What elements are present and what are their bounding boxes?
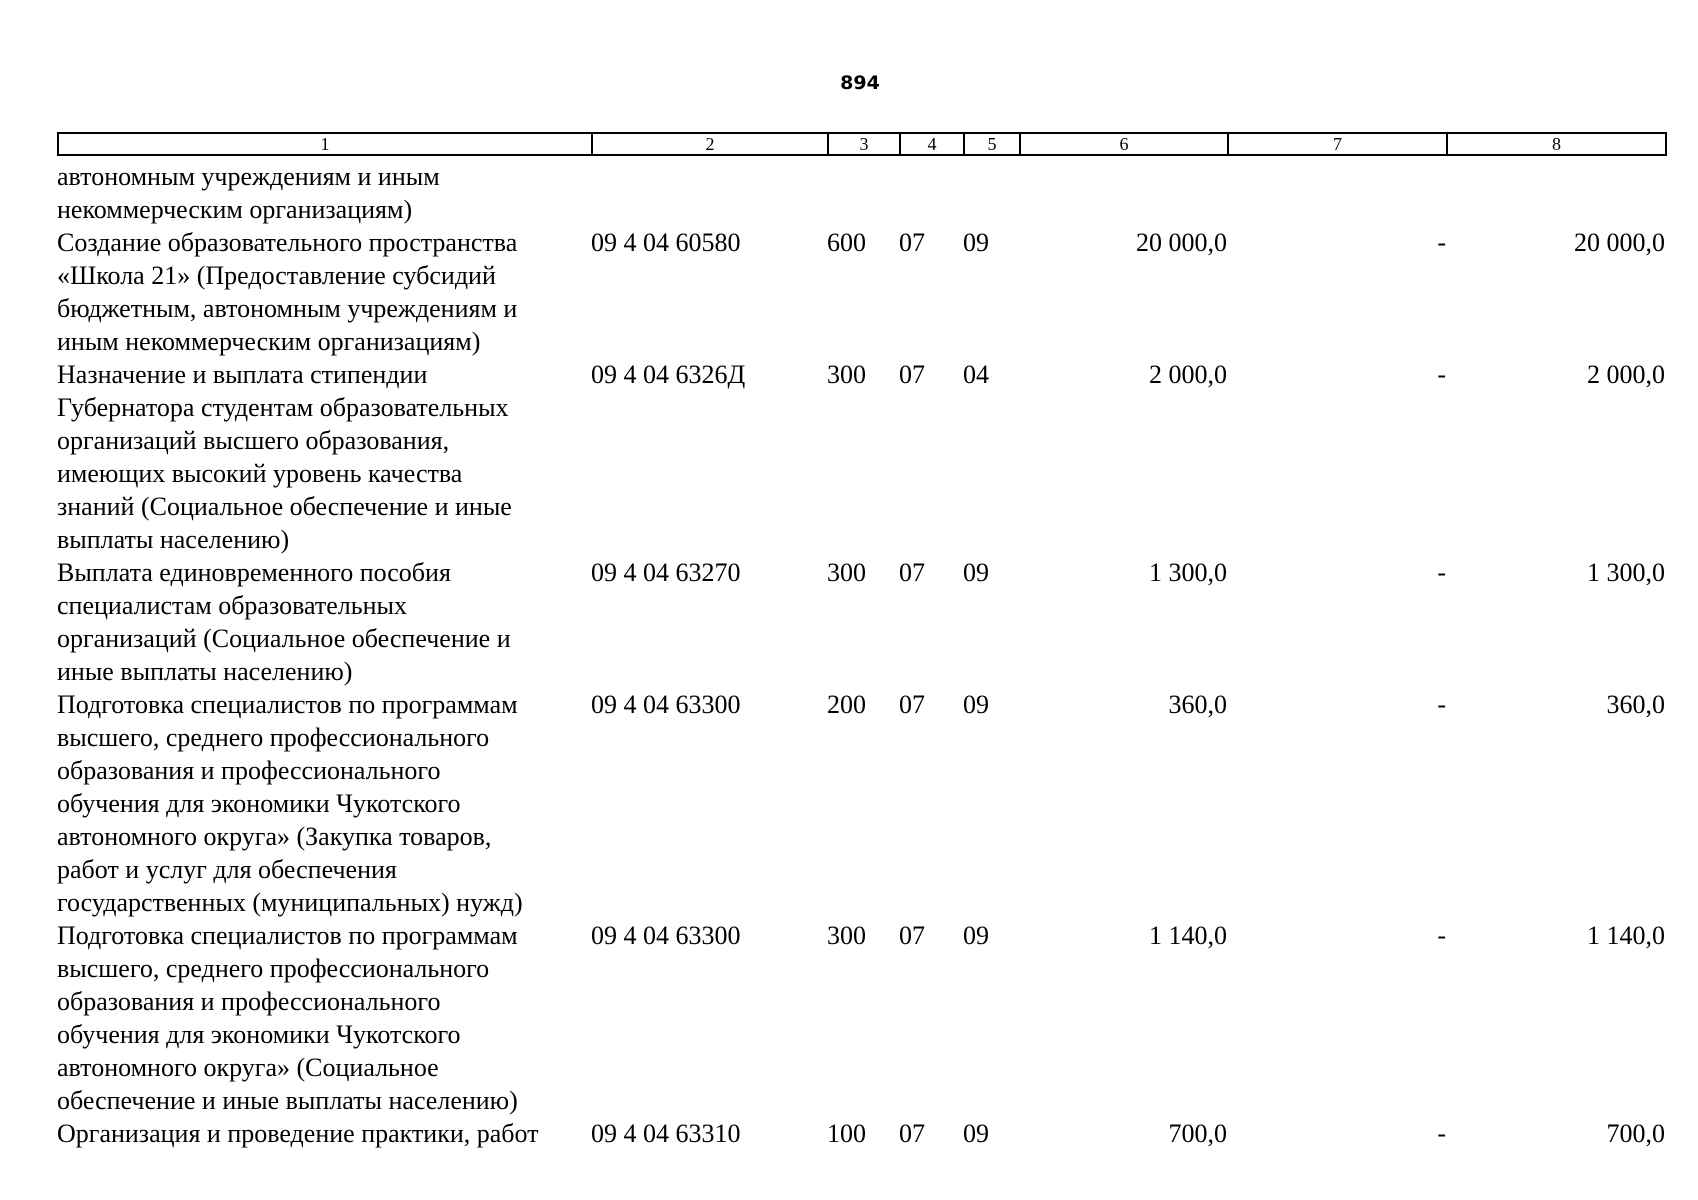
- column-header-5: 5: [964, 133, 1020, 155]
- column-header-6: 6: [1020, 133, 1228, 155]
- row-col3: 600: [827, 228, 866, 257]
- row-col7: -: [1437, 360, 1446, 389]
- column-header-7: 7: [1228, 133, 1447, 155]
- row-col4: 07: [899, 1119, 925, 1148]
- row-col3: 300: [827, 921, 866, 950]
- row-col8: 1 140,0: [1587, 921, 1665, 950]
- row-col5: 04: [963, 360, 989, 389]
- row-description: Создание образовательного пространства «Школа 21» (Предоставление субсидий бюджетным, автономным учреждениям и иным некоммерческим организациям): [57, 228, 518, 356]
- table-row: [57, 556, 1667, 688]
- row-col8: 2 000,0: [1587, 360, 1665, 389]
- row-col6: 1 140,0: [1149, 921, 1227, 950]
- row-col5: 09: [963, 690, 989, 719]
- row-col5: 09: [963, 228, 989, 257]
- table-body: [57, 160, 1667, 1150]
- row-col6: 700,0: [1168, 1119, 1227, 1148]
- table-row: [57, 226, 1667, 358]
- row-col7: [1227, 160, 1446, 226]
- row-col5: [963, 160, 1019, 226]
- row-col3: 300: [827, 558, 866, 587]
- row-col4: 07: [899, 360, 925, 389]
- row-col4: 07: [899, 228, 925, 257]
- row-col7: -: [1437, 228, 1446, 257]
- row-code: 09 4 04 63270: [591, 558, 741, 587]
- row-col8: 20 000,0: [1574, 228, 1665, 257]
- row-code: 09 4 04 63310: [591, 1119, 741, 1148]
- column-header-2: 2: [592, 133, 828, 155]
- row-col6: 20 000,0: [1136, 228, 1227, 257]
- page-number: 894: [840, 72, 880, 94]
- column-header-4: 4: [900, 133, 964, 155]
- row-description: Назначение и выплата стипендии Губернатора студентам образовательных организаций высшего образования, имеющих высокий уровень качества знаний (Социальное обеспечение и иные выплаты населению): [57, 360, 512, 554]
- row-col8: 1 300,0: [1587, 558, 1665, 587]
- row-col4: [899, 160, 963, 226]
- row-code: 09 4 04 60580: [591, 228, 741, 257]
- row-col3: 200: [827, 690, 866, 719]
- row-col4: 07: [899, 921, 925, 950]
- table-row: [57, 688, 1667, 919]
- row-code: 09 4 04 63300: [591, 921, 741, 950]
- table-row: [57, 919, 1667, 1117]
- column-header-1: 1: [58, 133, 592, 155]
- row-code: [591, 160, 827, 226]
- row-col8: [1446, 160, 1665, 226]
- column-header-3: 3: [828, 133, 900, 155]
- row-col4: 07: [899, 558, 925, 587]
- column-header-table: [57, 132, 1667, 156]
- column-header-row: [58, 133, 1666, 155]
- row-description: Организация и проведение практики, работ: [57, 1119, 539, 1148]
- row-col8: 700,0: [1606, 1119, 1665, 1148]
- row-description: Подготовка специалистов по программам высшего, среднего профессионального образования и профессионального обучения для экономики Чукотского автономного округа» (Закупка товаров, работ и услуг для обеспечения государственных (муниципальных) нужд): [57, 690, 523, 917]
- row-col3: 300: [827, 360, 866, 389]
- table-row: [57, 1117, 1667, 1150]
- row-col3: 100: [827, 1119, 866, 1148]
- row-col5: 09: [963, 921, 989, 950]
- row-col5: 09: [963, 1119, 989, 1148]
- table-row: [57, 358, 1667, 556]
- row-col6: 360,0: [1168, 690, 1227, 719]
- row-col7: -: [1437, 690, 1446, 719]
- row-code: 09 4 04 6326Д: [591, 360, 746, 389]
- row-description: автономным учреждениям и иным некоммерческим организациям): [57, 162, 440, 224]
- row-description: Выплата единовременного пособия специалистам образовательных организаций (Социальное обеспечение и иные выплаты населению): [57, 558, 511, 686]
- row-col5: 09: [963, 558, 989, 587]
- row-col3: [827, 160, 899, 226]
- row-description: Подготовка специалистов по программам высшего, среднего профессионального образования и профессионального обучения для экономики Чукотского автономного округа» (Социальное обеспечение и иные выплаты населению): [57, 921, 518, 1115]
- row-col4: 07: [899, 690, 925, 719]
- row-col7: -: [1437, 558, 1446, 587]
- row-col8: 360,0: [1606, 690, 1665, 719]
- table-row: [57, 160, 1667, 226]
- row-col6: [1019, 160, 1227, 226]
- row-col7: -: [1437, 921, 1446, 950]
- row-col7: -: [1437, 1119, 1446, 1148]
- row-col6: 1 300,0: [1149, 558, 1227, 587]
- column-header-8: 8: [1447, 133, 1666, 155]
- row-code: 09 4 04 63300: [591, 690, 741, 719]
- row-col6: 2 000,0: [1149, 360, 1227, 389]
